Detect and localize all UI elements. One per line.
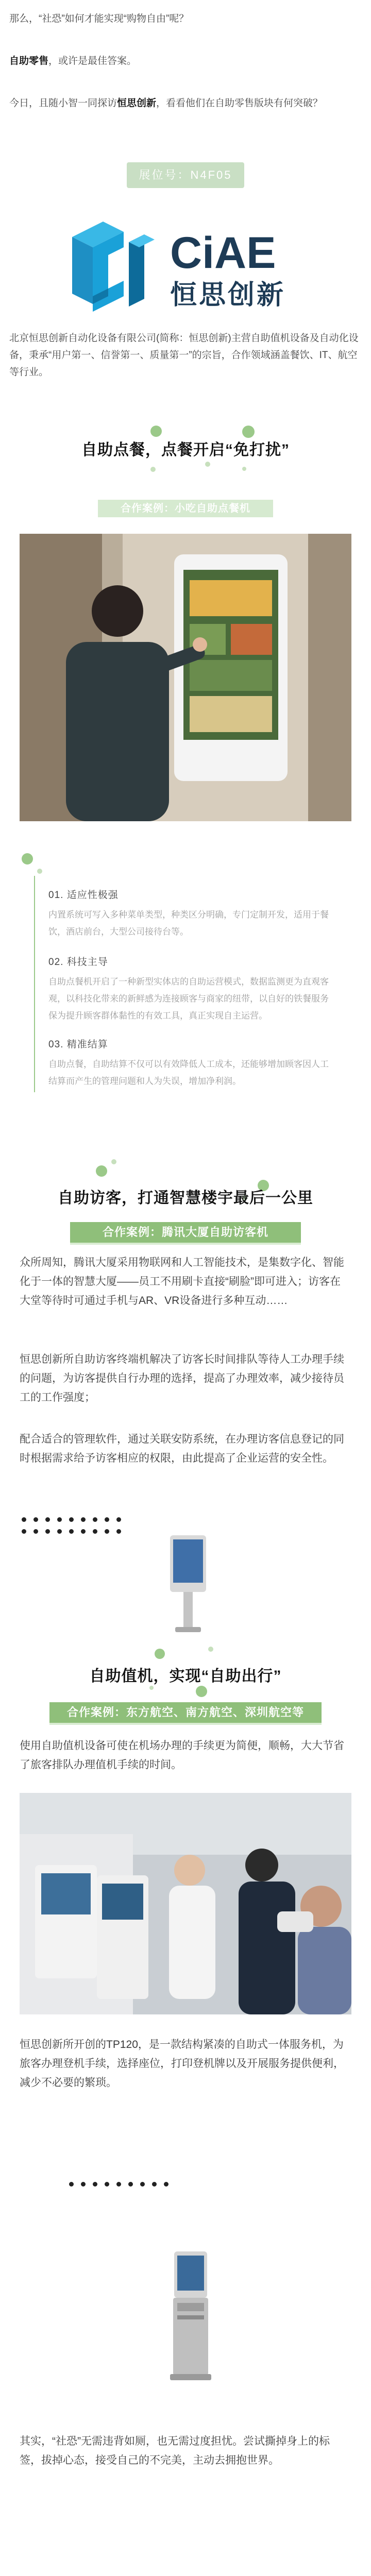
visitor-paragraph-3: 配合适合的管理软件，通过关联安防系统，在办理访客信息登记的同时根据需求给予访客相应的权限，由此提高了企业运营的安全性。 [20,1433,344,1464]
intro-highlight-self-retail: 自助零售 [9,56,49,66]
decor-dot [208,1647,213,1652]
decor-dot [196,1686,207,1697]
section-title-self-visitor: 自助访客，打通智慧楼宇最后一公里 [58,1190,313,1207]
decor-dot [111,1159,116,1164]
checkin-paragraph-1: 使用自助值机设备可使在机场办理的手续更为简便，顺畅，大大节省了旅客排队办理值机手续的时间。 [20,1740,344,1771]
case-label-visitor: 合作案例：腾讯大厦自助访客机 [70,1222,301,1245]
photo-self-ordering-kiosk [20,534,351,821]
feature-body: 自助点餐，自助结算不仅可以有效降低人工成本，还能够增加顾客因人工结算而产生的管理问题和人为失误，增加净利润。 [48,1059,329,1086]
section-title-self-checkin: 自助值机，实现“自助出行” [89,1668,282,1685]
decor-dot [22,853,33,865]
feature-body: 内置系统可写入多种菜单类型，种类区分明确，专门定制开发，适用于餐饮，酒店前台，大型公司接待台等。 [48,910,329,937]
photo-checkin-kiosk [170,2251,211,2380]
visitor-paragraph-1: 众所周知，腾讯大厦采用物联网和人工智能技术，是集数字化、智能化于一体的智慧大厦——员工不用刷卡直接“刷脸”即可进入；访客在大堂等待时可通过手机与AR、VR设备进行多种互动…… [20,1257,344,1307]
booth-number-badge: 展位号：N4F05 [127,162,244,188]
intro-line-2 [9,52,365,71]
intro-line-3-post: ，看看他们在自助零售版块有何突破？ [156,98,323,109]
case-label-ordering: 合作案例：小吃自助点餐机 [98,500,273,517]
intro-highlight-company: 恒思创新 [117,98,157,109]
decor-dot [150,467,156,472]
decor-dot [37,869,42,874]
feature-title: 01. 适应性极强 [48,890,119,901]
feature-item [48,1037,337,1090]
company-description: 北京恒思创新自动化设备有限公司(简称：恒思创新)主营自助值机设备及自动化设备，秉承“用户第一、信誉第一、质量第一”的宗旨，合作领域涵盖餐饮、IT、航空等行业。 [9,333,359,378]
feature-item [48,887,337,940]
decor-dot [242,467,246,471]
photo-airport-checkin [20,1793,351,2014]
intro-line-2-rest: ，或许是最佳答案。 [48,56,137,66]
decor-dot [150,426,162,437]
section-title-self-ordering: 自助点餐，点餐开启“免打扰” [81,442,290,459]
intro-line-1: 那么，“社恐”如何才能实现“购物自由”呢？ [9,13,189,24]
decor-dot [96,1165,107,1177]
decor-dot-grid [69,2182,168,2187]
intro-line-3-pre: 今日，且随小智一同探访 [9,98,117,109]
visitor-paragraph-2: 恒思创新所自助访客终端机解决了访客长时间排队等待人工办理手续的问题，为访客提供自行办理的选择，提高了办理效率，减少接待员工的工作强度； [20,1353,344,1403]
closing-paragraph: 其实，“社恐”无需违背如厕，也无需过度担忧。尝试撕掉身上的标签，拔掉心态，接受自己的不完美，主动去拥抱世界。 [20,2435,330,2466]
decor-dot [242,426,255,438]
feature-title: 03. 精准结算 [48,1039,108,1050]
ciae-logo-icon [67,216,304,314]
feature-body: 自助点餐机开启了一种新型实体店的自助运营模式，数据监测更为直观客观，以科技化带来的新鲜感为连接顾客与商家的纽带，以自好的铁餐服务保为提升顾客群体黏性的有效工具，真正实现自主运营。 [48,977,329,1021]
case-label-checkin: 合作案例：东方航空、南方航空、深圳航空等 [49,1702,322,1725]
checkin-paragraph-2: 恒思创新所开创的TP120，是一款结构紧凑的自助式一体服务机，为旅客办理登机手续，选择座位，打印登机牌以及开展服务提供便利，减少不必要的繁琐。 [20,2039,344,2089]
decor-dot-grid [22,1517,121,1527]
feature-title: 02. 科技主导 [48,957,108,968]
photo-visitor-kiosk [165,1535,211,1633]
logo-chinese-name: 恒思创新 [170,280,286,311]
intro-line-3 [9,94,360,113]
logo-wordmark: CiAE [170,228,276,278]
company-logo [67,216,304,314]
decor-dot [155,1649,165,1659]
decor-dot [149,1686,154,1690]
feature-item [48,954,337,1024]
decor-dot [205,462,210,467]
